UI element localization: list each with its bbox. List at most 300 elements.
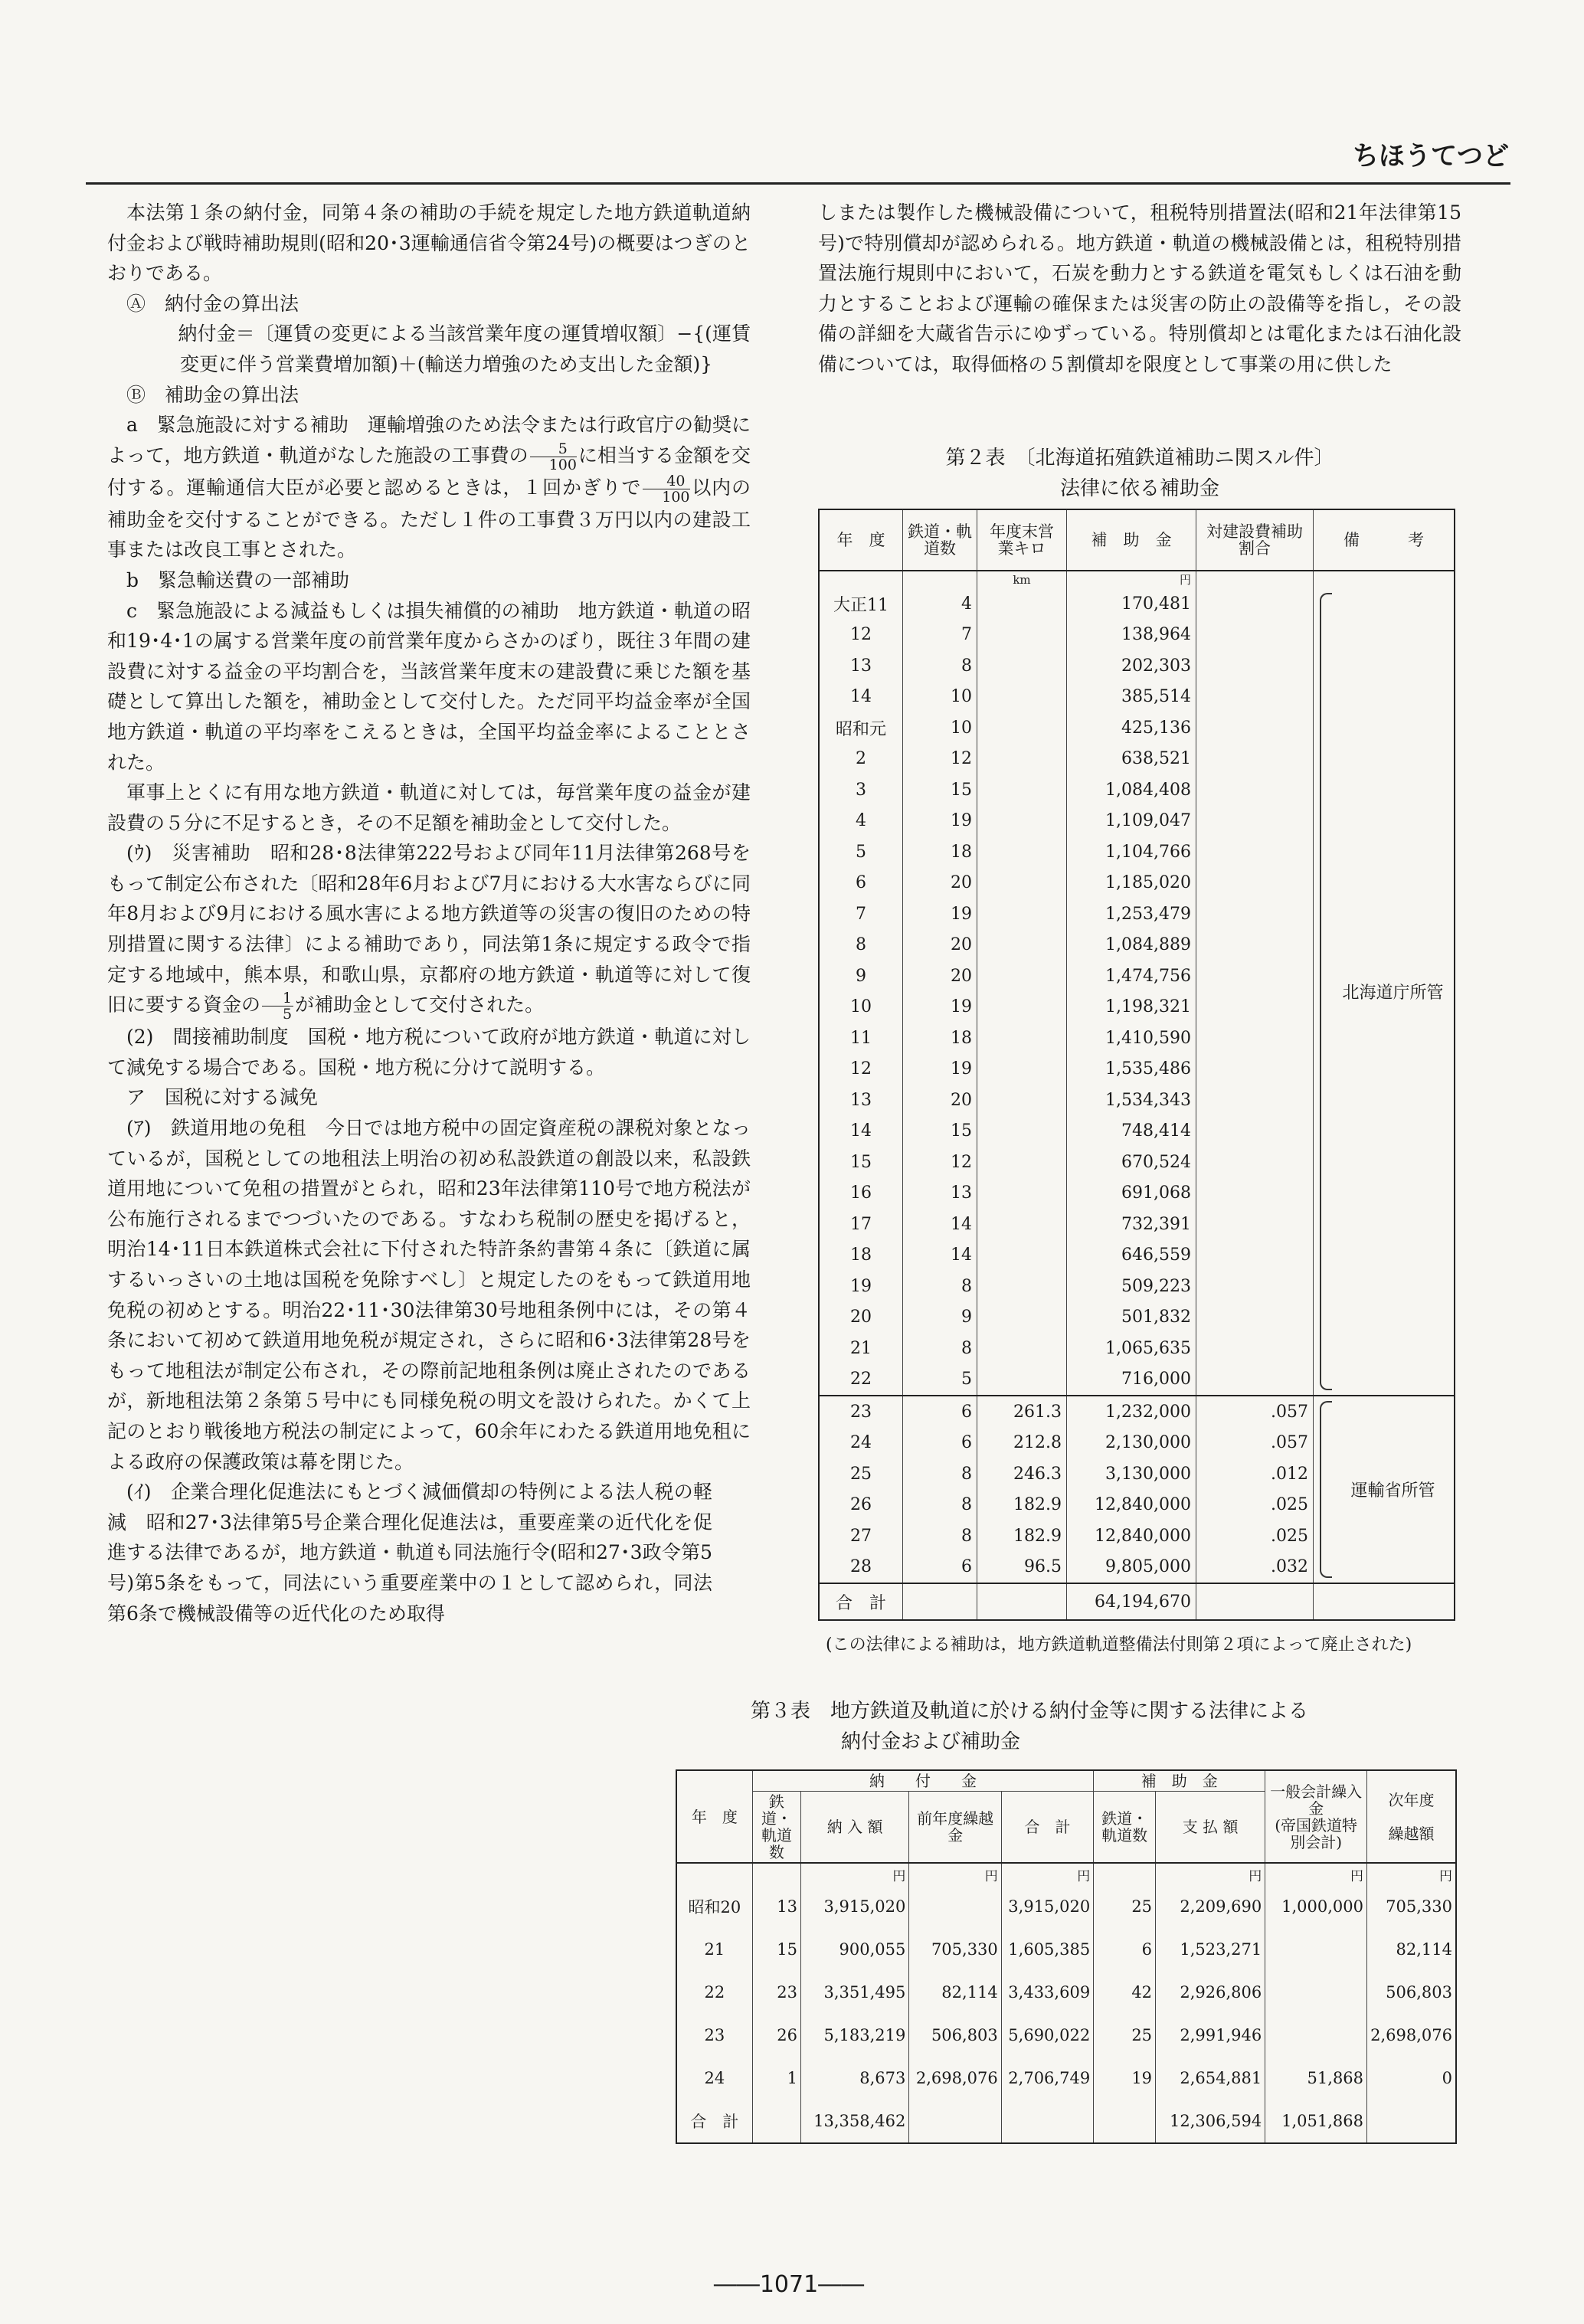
table2-cell — [1196, 1271, 1314, 1302]
table2-cell: 64,194,670 — [1067, 1583, 1196, 1620]
table3-cell: 合 計 — [676, 2100, 752, 2143]
table3-header-general — [1265, 1770, 1367, 1863]
table3-cell: 23 — [752, 1971, 800, 2014]
paragraph: 本法第１条の納付金，同第４条の補助の手続を規定した地方鉄道軌道納付金および戦時補助規則(昭和20･3運輸通信省令第24号)の概要はつぎのとおりである。 — [107, 201, 751, 285]
table2-cell — [1196, 1116, 1314, 1147]
table2-cell: 6 — [819, 868, 903, 899]
table2-cell — [1196, 588, 1314, 620]
table2-cell — [1196, 806, 1314, 837]
table3-cell: 12,306,594 — [1156, 2100, 1265, 2143]
table3-cell — [1265, 2014, 1367, 2057]
table3-cell: 25 — [1094, 1885, 1156, 1928]
subheading: b 緊急輸送費の一部補助 — [126, 568, 350, 591]
table3-cell: 2,654,881 — [1156, 2057, 1265, 2100]
table2-cell — [977, 1302, 1067, 1334]
table2-header-row — [819, 509, 1455, 571]
unit-label: 円 — [1156, 1863, 1265, 1885]
table3-header-row — [676, 1770, 1456, 1792]
table3-cell: 15 — [752, 1928, 800, 1971]
table3-unit-row — [676, 1863, 1456, 1885]
table3-cell — [1265, 1971, 1367, 2014]
table2-cell: 10 — [903, 682, 977, 713]
table2-cell: 182.9 — [977, 1490, 1067, 1521]
table2-header: 年度末営業キロ — [977, 509, 1067, 571]
unit-label: 円 — [1067, 571, 1196, 588]
table2-cell: 2,130,000 — [1067, 1428, 1196, 1459]
table2-cell: 1,198,321 — [1067, 992, 1196, 1023]
table2-cell: 9 — [903, 1302, 977, 1334]
table2-cell: 1,109,047 — [1067, 806, 1196, 837]
table2-cell: 1,474,756 — [1067, 961, 1196, 992]
table2-cell: 19 — [903, 899, 977, 930]
table3-total-row — [676, 2100, 1456, 2143]
table2-cell: .057 — [1196, 1428, 1314, 1459]
table2-cell — [1196, 1240, 1314, 1272]
table2-cell: 19 — [819, 1271, 903, 1302]
table3 — [676, 1769, 1457, 2144]
table2-cell: 26 — [819, 1490, 903, 1521]
table2-cell: 8 — [903, 1271, 977, 1302]
table3-row — [676, 2057, 1456, 2100]
table2-cell: .032 — [1196, 1552, 1314, 1584]
table2-cell: 23 — [819, 1396, 903, 1428]
table2-cell: 14 — [819, 1116, 903, 1147]
table2-cell: 7 — [819, 899, 903, 930]
table2-cell: 170,481 — [1067, 588, 1196, 620]
table3-row — [676, 1971, 1456, 2014]
table2-cell: 12,840,000 — [1067, 1520, 1196, 1552]
table2-cell — [1196, 774, 1314, 806]
fraction-denominator: 100 — [662, 488, 690, 506]
table2-cell: 8 — [903, 650, 977, 682]
table2-cell: 11 — [819, 1023, 903, 1054]
table2-cell: 1,232,000 — [1067, 1396, 1196, 1428]
table2-cell — [1196, 1583, 1314, 1620]
header-text: 一般会計繰入金 — [1270, 1782, 1363, 1818]
table2-cell — [977, 899, 1067, 930]
brace-mark — [1320, 593, 1332, 1390]
table2-cell: 14 — [819, 682, 903, 713]
table2-cell: 28 — [819, 1552, 903, 1584]
table2-cell — [1196, 1364, 1314, 1396]
table3-cell: 24 — [676, 2057, 752, 2100]
table2-cell: 25 — [819, 1458, 903, 1490]
table2-cell: 10 — [903, 712, 977, 744]
table2-cell: .025 — [1196, 1490, 1314, 1521]
table2-cell: 18 — [903, 1023, 977, 1054]
table2-cell: 16 — [819, 1178, 903, 1209]
table3-cell: 82,114 — [909, 1971, 1001, 2014]
table2-cell: 1,084,889 — [1067, 930, 1196, 961]
fraction-numerator: 1 — [262, 990, 293, 1007]
table2-cell: 13 — [903, 1178, 977, 1209]
table2 — [818, 509, 1455, 1621]
table2-header: 対建設費補助割合 — [1196, 509, 1314, 571]
table2-cell: 17 — [819, 1209, 903, 1240]
table3-cell: 8,673 — [800, 2057, 908, 2100]
table3-row — [676, 1885, 1456, 1928]
table2-cell — [1196, 836, 1314, 868]
header-rule — [86, 182, 1510, 185]
table3-cell: 506,803 — [909, 2014, 1001, 2057]
table2-cell — [1196, 930, 1314, 961]
table3-cell: 26 — [752, 2014, 800, 2057]
table2-cell: 9,805,000 — [1067, 1552, 1196, 1584]
table3-cell: 1,051,868 — [1265, 2100, 1367, 2143]
table2-cell — [977, 1085, 1067, 1116]
unit-label: 円 — [1001, 1863, 1093, 1885]
table2-cell — [977, 1116, 1067, 1147]
table2-cell: 2 — [819, 744, 903, 775]
table3-header: 合 計 — [1001, 1792, 1093, 1864]
table3-cell: 25 — [1094, 2014, 1156, 2057]
table3-cell: 2,926,806 — [1156, 1971, 1265, 2014]
table3-cell — [909, 1885, 1001, 1928]
table2-cell: 5 — [819, 836, 903, 868]
table2-cell — [1196, 1023, 1314, 1054]
table2-cell — [977, 1333, 1067, 1364]
table2-cell: 21 — [819, 1333, 903, 1364]
table2-cell: 8 — [903, 1333, 977, 1364]
table3-cell: 705,330 — [909, 1928, 1001, 1971]
table3-caption — [751, 1696, 1425, 1757]
table3-header-nofu: 納 付 金 — [752, 1770, 1093, 1792]
table2-header: 鉄道・軌道数 — [903, 509, 977, 571]
table2-cell: 138,964 — [1067, 620, 1196, 651]
fraction-denominator: 100 — [548, 456, 577, 473]
fraction — [262, 990, 293, 1022]
table2-cell: 509,223 — [1067, 1271, 1196, 1302]
table2-cell: 385,514 — [1067, 682, 1196, 713]
table2-cell — [1196, 1054, 1314, 1085]
table2-cell: 12 — [903, 744, 977, 775]
table3-cell: 13,358,462 — [800, 2100, 908, 2143]
fraction-numerator: 5 — [530, 441, 577, 457]
table3-cell: 5,690,022 — [1001, 2014, 1093, 2057]
table3-header: 前年度繰越金 — [909, 1792, 1001, 1864]
table3-cell: 3,433,609 — [1001, 1971, 1093, 2014]
table2-cell — [977, 682, 1067, 713]
table2-note: 北海道庁所管 — [1342, 984, 1444, 1003]
table2-footnote: (この法律による補助は，地方鉄道軌道整備法付則第２項によって廃止された) — [826, 1635, 1412, 1655]
table2-cell — [977, 1583, 1067, 1620]
table2-cell: 20 — [903, 1085, 977, 1116]
formula: 納付金＝〔運賃の変更による当該営業年度の運賃増収額〕−{(運賃変更に伴う営業費増加額)＋(輸送力増強のため支出した金額)} — [178, 322, 751, 375]
page-number: ――1071―― — [713, 2271, 865, 2298]
table2-cell — [977, 1054, 1067, 1085]
table2-note: 運輸省所管 — [1350, 1481, 1435, 1501]
table3-cell: 82,114 — [1396, 1940, 1452, 1959]
table2-cell: 96.5 — [977, 1552, 1067, 1584]
table2-cell — [1196, 868, 1314, 899]
table3-caption-line2: 納付金および補助金 — [841, 1730, 1021, 1753]
table2-cell: 19 — [903, 806, 977, 837]
paragraph: 軍事上とくに有用な地方鉄道・軌道に対しては，毎営業年度の益金が建設費の５分に不足するとき，その不足額を補助金として交付した。 — [107, 781, 751, 834]
right-column — [818, 198, 1461, 380]
table3-cell: 3,351,495 — [800, 1971, 908, 2014]
table3-header: 支 払 額 — [1156, 1792, 1265, 1864]
unit-label: 円 — [1367, 1863, 1456, 1885]
brace-mark — [1320, 1401, 1332, 1578]
table2-cell — [1196, 992, 1314, 1023]
table3-cell: 1 — [752, 2057, 800, 2100]
table2-caption — [818, 443, 1461, 504]
table2-cell: 202,303 — [1067, 650, 1196, 682]
table2-cell — [977, 712, 1067, 744]
table3-header: 納 入 額 — [800, 1792, 908, 1864]
table2-cell — [1196, 620, 1314, 651]
table2-cell: 13 — [819, 650, 903, 682]
table2-cell: 3,130,000 — [1067, 1458, 1196, 1490]
subheading: Ⓑ 補助金の算出法 — [126, 383, 299, 406]
table3-cell — [1001, 2100, 1093, 2143]
table2-cell — [1196, 961, 1314, 992]
table2-cell: 246.3 — [977, 1458, 1067, 1490]
table3-cell — [752, 2100, 800, 2143]
table2-header: 年 度 — [819, 509, 903, 571]
table3-cell — [1094, 2100, 1156, 2143]
table2-cell: 8 — [903, 1520, 977, 1552]
table2-cell: 732,391 — [1067, 1209, 1196, 1240]
table2-cell: 合 計 — [819, 1583, 903, 1620]
table2-cell — [977, 1023, 1067, 1054]
table2-cell — [1196, 1085, 1314, 1116]
table2-cell: 646,559 — [1067, 1240, 1196, 1272]
table2-cell: 20 — [903, 930, 977, 961]
table2-cell: 3 — [819, 774, 903, 806]
table2-cell: 24 — [819, 1428, 903, 1459]
table2-cell: 212.8 — [977, 1428, 1067, 1459]
table2-cell: 12 — [903, 1147, 977, 1178]
table2-cell: 12,840,000 — [1067, 1490, 1196, 1521]
table2-cell — [1196, 650, 1314, 682]
table2-note-cell — [1314, 588, 1455, 1396]
table3-cell: 1,523,271 — [1156, 1928, 1265, 1971]
table2-cell — [977, 588, 1067, 620]
table2-cell: 10 — [819, 992, 903, 1023]
table2-cell — [977, 806, 1067, 837]
table2-cell — [1196, 1302, 1314, 1334]
table2-cell: 20 — [903, 961, 977, 992]
table2-cell — [1196, 682, 1314, 713]
table3-cell: 19 — [1094, 2057, 1156, 2100]
table2-cell — [903, 1583, 977, 1620]
table2-cell: 4 — [903, 588, 977, 620]
table2-cell: 27 — [819, 1520, 903, 1552]
table3-header: 鉄道・軌道数 — [1094, 1792, 1156, 1864]
table3-cell: 900,055 — [800, 1928, 908, 1971]
unit-label: 円 — [1265, 1863, 1367, 1885]
table2-cell — [1196, 1178, 1314, 1209]
table3-header: 鉄道・軌道数 — [752, 1792, 800, 1864]
table2-cell: 1,104,766 — [1067, 836, 1196, 868]
fraction — [643, 473, 689, 505]
table2-cell: 670,524 — [1067, 1147, 1196, 1178]
table2-body — [819, 571, 1455, 1620]
table2-caption-line1: 第２表 〔北海道拓殖鉄道補助ニ関スル件〕 — [945, 447, 1334, 470]
table2-cell: 1,253,479 — [1067, 899, 1196, 930]
table2-cell: .012 — [1196, 1458, 1314, 1490]
table2-cell: 748,414 — [1067, 1116, 1196, 1147]
table2-note-cell — [1314, 1396, 1455, 1583]
table3-row — [676, 1928, 1456, 1971]
table3-cell: 21 — [676, 1928, 752, 1971]
table3-cell: 2,698,076 — [909, 2057, 1001, 2100]
header-text: 次年度 — [1388, 1790, 1435, 1809]
table2-cell: 182.9 — [977, 1520, 1067, 1552]
table2-cell: 15 — [903, 774, 977, 806]
table2-cell — [977, 1364, 1067, 1396]
table2-total-row — [819, 1583, 1455, 1620]
table2-cell: 1,065,635 — [1067, 1333, 1196, 1364]
table2-cell: 6 — [903, 1552, 977, 1584]
table2-header: 備 考 — [1314, 509, 1455, 571]
paragraph: しまたは製作した機械設備について，租税特別措置法(昭和21年法律第15号)で特別償却が認められる。地方鉄道・軌道の機械設備とは，租税特別措置法施行規則中において，石炭を動力とする鉄道を電気もしくは石油を動力とすることおよび運輸の確保または災害の防止の設備等を指し，その設備の詳細を大蔵省告示にゆずっている。特別償却とは電化または石油化設備については，取得価格の５割償却を限度として事業の用に供した — [818, 201, 1461, 375]
table2-cell — [977, 961, 1067, 992]
table2-cell: 12 — [819, 1054, 903, 1085]
table3-cell: 2,991,946 — [1156, 2014, 1265, 2057]
subheading: ア 国税に対する減免 — [126, 1086, 319, 1109]
table3-row — [676, 2014, 1456, 2057]
table2-row — [819, 588, 1455, 620]
table2-cell — [1196, 1147, 1314, 1178]
table2-cell: 4 — [819, 806, 903, 837]
table2-caption-line2: 法律に依る補助金 — [1059, 477, 1219, 500]
table3-cell: 42 — [1094, 1971, 1156, 2014]
table3-cell: 2,706,749 — [1001, 2057, 1093, 2100]
table2-cell: 1,410,590 — [1067, 1023, 1196, 1054]
table2-cell: 20 — [903, 868, 977, 899]
table2-cell: 12 — [819, 620, 903, 651]
table2-cell: 691,068 — [1067, 1178, 1196, 1209]
fraction-numerator: 40 — [643, 473, 689, 489]
table2-cell — [977, 836, 1067, 868]
header-subtext: (帝国鉄道特別会計) — [1275, 1815, 1358, 1851]
table3-cell: 3,915,020 — [800, 1885, 908, 1928]
table2-cell: 8 — [903, 1490, 977, 1521]
table3-caption-line1: 第３表 地方鉄道及軌道に於ける納付金等に関する法律による — [751, 1700, 1309, 1723]
table2-cell: 15 — [903, 1116, 977, 1147]
table3-cell: 22 — [676, 1971, 752, 2014]
table2-cell — [977, 744, 1067, 775]
table2-cell: 8 — [903, 1458, 977, 1490]
table2-cell: 716,000 — [1067, 1364, 1196, 1396]
text-run: a 緊急施設に対する補助 運輸増強のため法令または行政官庁の勧奨によって，地方鉄道・軌道がなした施設の工事費の — [107, 414, 751, 466]
table2-cell: 14 — [903, 1209, 977, 1240]
table2-cell — [977, 992, 1067, 1023]
table3-header-next — [1367, 1770, 1456, 1863]
table2-cell — [1314, 1583, 1455, 1620]
table2-cell — [977, 1178, 1067, 1209]
paragraph — [107, 838, 751, 1022]
table2-row — [819, 1396, 1455, 1428]
table3-cell: 506,803 — [1386, 1983, 1452, 2002]
paragraph: (ｱ) 鉄道用地の免租 今日では地方税中の固定資産税の課税対象となっているが，国税としての地租法上明治の初め私設鉄道の創設以来，私設鉄道用地について免租の措置がとられ，昭和23年法律第110号で地方税法が公布施行されるまでつづいたのである。すなわち税制の歴史を掲げると，明治14･11日本鉄道株式会社に下付された特許条約書第４条に〔鉄道に属するいっさいの土地は国税を免除すべし〕と規定したのをもって鉄道用地免税の初めとする。明治22･11･30法律第30号地租条例中には，その第４条において初めて鉄道用地免税が規定され，さらに昭和6･3法律第28号をもって地租法が制定公布され，その際前記地租条例は廃止されたのであるが，新地租法第２条第５号中にも同様免税の明文を設けられた。かくて上記のとおり戦後地方税法の制定によって，60余年にわたる鉄道用地免租による政府の保護政策は幕を閉じた。 — [107, 1117, 751, 1473]
table3-cell: 1,605,385 — [1001, 1928, 1093, 1971]
table2-cell: 18 — [819, 1240, 903, 1272]
table2-cell — [977, 650, 1067, 682]
table2-cell: 14 — [903, 1240, 977, 1272]
table2-cell: 18 — [903, 836, 977, 868]
table2-cell — [977, 620, 1067, 651]
table2-cell: 425,136 — [1067, 712, 1196, 744]
table2-cell: 6 — [903, 1428, 977, 1459]
table2-cell: 1,185,020 — [1067, 868, 1196, 899]
table2-cell: 1,535,486 — [1067, 1054, 1196, 1085]
table2-cell — [977, 1240, 1067, 1272]
table3-cell: 6 — [1094, 1928, 1156, 1971]
table2-cell — [1196, 744, 1314, 775]
table3-cell: 昭和20 — [676, 1885, 752, 1928]
table2-cell — [1196, 1209, 1314, 1240]
table3-cell: 1,000,000 — [1265, 1885, 1367, 1928]
unit-label: 円 — [909, 1863, 1001, 1885]
table2-cell — [977, 1209, 1067, 1240]
table2-cell — [1196, 712, 1314, 744]
paragraph: c 緊急施設による減益もしくは損失補償的の補助 地方鉄道・軌道の昭和19･4･1の属する営業年度の前営業年度からさかのぼり，既往３年間の建設費に対する益金の平均割合を，当該営業年度末の建設費に乗じた額を基礎として算出した額を，補助金として交付した。ただ同平均益金率が全国地方鉄道・軌道の平均率をこえるときは，全国平均益金率によることとされた。 — [107, 599, 751, 774]
running-head: ちほうてつど — [1353, 141, 1509, 172]
text-run: が補助金として交付された。 — [295, 993, 545, 1016]
table3-cell: 5,183,219 — [800, 2014, 908, 2057]
table2-cell: 15 — [819, 1147, 903, 1178]
table2-cell: 501,832 — [1067, 1302, 1196, 1334]
table2-cell: 13 — [819, 1085, 903, 1116]
table3-cell: 13 — [752, 1885, 800, 1928]
table2-unit-row — [819, 571, 1455, 588]
table3-cell — [1367, 2100, 1456, 2143]
paragraph: (2) 間接補助制度 国税・地方税について政府が地方鉄道・軌道に対して減免する場合である。国税・地方税に分けて説明する。 — [107, 1026, 751, 1079]
subheading: Ⓐ 納付金の算出法 — [126, 292, 299, 315]
table2-cell — [977, 1271, 1067, 1302]
paragraph — [107, 410, 751, 565]
table2-cell — [977, 1147, 1067, 1178]
table2-cell — [1196, 1333, 1314, 1364]
table2-cell: 638,521 — [1067, 744, 1196, 775]
fraction — [530, 441, 577, 473]
table2-cell: 1,084,408 — [1067, 774, 1196, 806]
table2-cell: 昭和元 — [819, 712, 903, 744]
header-subtext: 繰越額 — [1388, 1824, 1435, 1843]
text-run: 以内の補助金を交付することができる。ただし１件の工事費３万円以内の建設工事または改良工事とされた。 — [107, 476, 751, 561]
text-run: (ｳ) 災害補助 昭和28･8法律第222号および同年11月法律第268号をもって制定公布された〔昭和28年6月および7月における大水害ならびに同年8月および9月における風水害による地方鉄道等の災害の復旧のための特別措置に関する法律〕による補助であり，同法第1条に規定する政令で指定する地域中，熊本県，和歌山県，京都府の地方鉄道・軌道等に対して復旧に要する資金の — [107, 842, 751, 1016]
left-column — [107, 198, 751, 1628]
unit-label: 円 — [800, 1863, 908, 1885]
table2-cell — [977, 930, 1067, 961]
text-run: に相当する金額を交付する。運輸通信大臣が必要と認めるときは，１回かぎりで — [107, 444, 751, 499]
table3-cell: 705,330 — [1386, 1897, 1452, 1916]
table2-cell: 5 — [903, 1364, 977, 1396]
table3-cell: 2,698,076 — [1370, 2026, 1452, 2044]
table2-cell: 大正11 — [819, 588, 903, 620]
table2-cell: .025 — [1196, 1520, 1314, 1552]
table3-cell: 2,209,690 — [1156, 1885, 1265, 1928]
table2-cell — [977, 774, 1067, 806]
table3-cell: 51,868 — [1265, 2057, 1367, 2100]
table2-cell: 22 — [819, 1364, 903, 1396]
table3-cell — [909, 2100, 1001, 2143]
table2-header: 補 助 金 — [1067, 509, 1196, 571]
unit-label: km — [977, 571, 1067, 588]
table2-cell — [977, 868, 1067, 899]
table2-cell: 7 — [903, 620, 977, 651]
table2-cell: 6 — [903, 1396, 977, 1428]
table3-header-hojo: 補 助 金 — [1094, 1770, 1265, 1792]
table2-cell: 20 — [819, 1302, 903, 1334]
table2-cell: 9 — [819, 961, 903, 992]
table2-cell: 19 — [903, 992, 977, 1023]
table2-cell: .057 — [1196, 1396, 1314, 1428]
table2-cell: 8 — [819, 930, 903, 961]
